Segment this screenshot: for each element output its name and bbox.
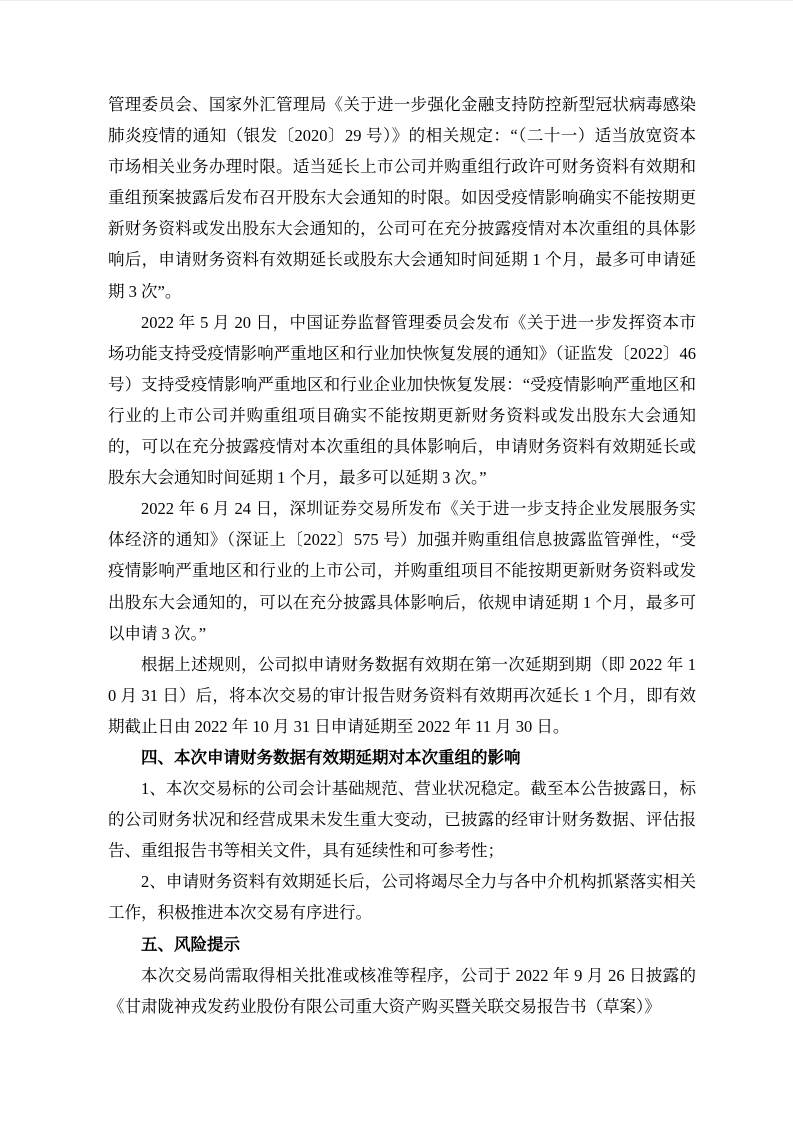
section-heading: 五、风险提示 [141,934,240,954]
body-paragraph: 2、申请财务资料有效期延长后，公司将竭尽全力与各中介机构抓紧落实相关工作，积极推进本次交易有序进行。 [108,872,696,923]
body-paragraph: 根据上述规则，公司拟申请财务数据有效期在第一次延期到期（即 2022 年 10 月 31 日）后，将本次交易的审计报告财务资料有效期再次延长 1 个月，即有效期截止日由 2022 年 10 月 31 日申请延期至 2022 年 11 月 30 日。 [108,654,696,736]
body-paragraph: 管理委员会、国家外汇管理局《关于进一步强化金融支持防控新型冠状病毒感染肺炎疫情的通知（银发〔2020〕29 号）》的相关规定：“（二十一）适当放宽资本市场相关业务办理时限。适当延长上市公司并购重组行政许可财务资料有效期和重组预案披露后发布召开股东大会通知的时限。如因受疫情影响确实不能按期更新财务资料或发出股东大会通知的，公司可在充分披露疫情对本次重组的具体影响后，申请财务资料有效期延长或股东大会通知时间延期 1 个月，最多可申请延期 3 次”。 [108,95,696,301]
document-text-block [108,89,696,1022]
body-paragraph: 本次交易尚需取得相关批准或核准等程序，公司于 2022 年 9 月 26 日披露的《甘肃陇神戎发药业股份有限公司重大资产购买暨关联交易报告书（草案）》 [108,965,696,1016]
body-paragraph: 2022 年 5 月 20 日，中国证券监督管理委员会发布《关于进一步发挥资本市场功能支持受疫情影响严重地区和行业加快恢复发展的通知》（证监发〔2022〕46 号）支持受疫情影响严重地区和行业企业加快恢复发展：“受疫情影响严重地区和行业的上市公司并购重组项目确实不能按期更新财务资料或发出股东大会通知的，可以在充分披露疫情对本次重组的具体影响后，申请财务资料有效期延长或股东大会通知时间延期 1 个月，最多可以延期 3 次。” [108,312,696,488]
section-heading: 四、本次申请财务数据有效期延期对本次重组的影响 [141,747,521,767]
body-paragraph: 1、本次交易标的公司会计基础规范、营业状况稳定。截至本公告披露日，标的公司财务状况和经营成果未发生重大变动，已披露的经审计财务数据、评估报告、重组报告书等相关文件，具有延续性和可参考性； [108,779,696,861]
body-paragraph: 2022 年 6 月 24 日，深圳证券交易所发布《关于进一步支持企业发展服务实体经济的通知》（深证上〔2022〕575 号）加强并购重组信息披露监管弹性，“受疫情影响严重地区和行业的上市公司，并购重组项目不能按期更新财务资料或发出股东大会通知的，可以在充分披露具体影响后，依规申请延期 1 个月，最多可以申请 3 次。” [108,499,696,643]
